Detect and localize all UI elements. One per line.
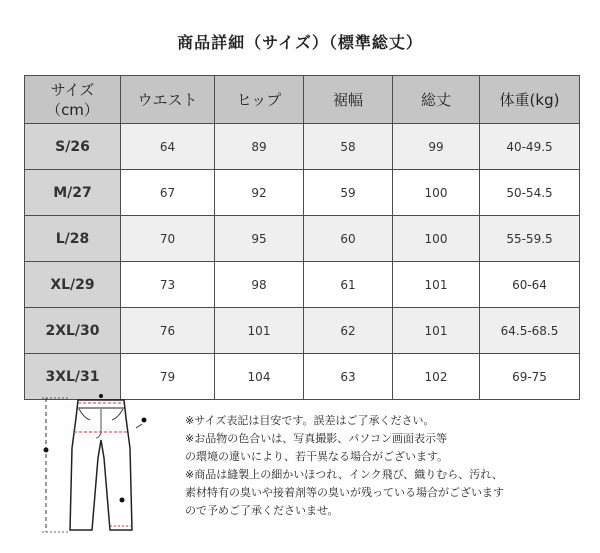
header-weight: 体重(kg) [480,76,580,124]
cell-total-length: 101 [393,308,480,354]
cell-waist: 79 [121,354,215,400]
cell-hip: 98 [215,262,304,308]
cell-weight: 40-49.5 [480,124,580,170]
cell-hip: 89 [215,124,304,170]
cell-weight: 69-75 [480,354,580,400]
size-table [24,75,580,400]
cell-hem-width: 62 [304,308,393,354]
cell-waist: 70 [121,216,215,262]
cell-hip: 92 [215,170,304,216]
table-row [25,124,580,170]
table-row [25,308,580,354]
cell-total-length: 100 [393,216,480,262]
header-size-unit: （cm） [46,100,99,119]
cell-weight: 55-59.5 [480,216,580,262]
cell-hem-width: 59 [304,170,393,216]
cell-hip: 104 [215,354,304,400]
cell-waist: 64 [121,124,215,170]
table-header-row [25,76,580,124]
cell-total-length: 100 [393,170,480,216]
header-hem-width: 裾幅 [304,76,393,124]
table-row [25,216,580,262]
cell-hip: 101 [215,308,304,354]
cell-waist: 76 [121,308,215,354]
cell-hem-width: 60 [304,216,393,262]
note-line: ※お品物の色合いは、写真撮影、パソコン画面表示等 [185,432,447,445]
cell-hem-width: 63 [304,354,393,400]
cell-hem-width: 61 [304,262,393,308]
header-total-length: 総丈 [393,76,480,124]
page-title: 商品詳細（サイズ）（標準総丈） [177,33,423,52]
cell-weight: 50-54.5 [480,170,580,216]
header-size [25,76,121,124]
cell-waist: 67 [121,170,215,216]
row-size-label: 2XL/30 [25,308,121,354]
header-size-label: サイズ [50,80,95,99]
note-line: ※サイズ表記は目安です。誤差はご了承ください。 [185,414,435,427]
row-size-label: M/27 [25,170,121,216]
cell-hip: 95 [215,216,304,262]
notes [185,412,585,520]
cell-total-length: 99 [393,124,480,170]
cell-weight: 64.5-68.5 [480,308,580,354]
cell-total-length: 102 [393,354,480,400]
header-waist: ウエスト [121,76,215,124]
row-size-label: 3XL/31 [25,354,121,400]
row-size-label: L/28 [25,216,121,262]
note-line: ので予めご了承くださいませ。 [185,504,339,517]
table-row [25,262,580,308]
cell-total-length: 101 [393,262,480,308]
cell-weight: 60-64 [480,262,580,308]
table-row [25,170,580,216]
cell-waist: 73 [121,262,215,308]
note-line: 素材特有の臭いや接着剤等の臭いが残っている場合がございます [185,486,504,499]
note-line: ※商品は縫製上の細かいほつれ、インク飛び、織りむら、汚れ、 [185,468,503,481]
header-hip: ヒップ [215,76,304,124]
row-size-label: S/26 [25,124,121,170]
pants-measurement-icon [38,388,162,538]
row-size-label: XL/29 [25,262,121,308]
note-line: の環境の違いにより、若干異なる場合がございます。 [185,450,449,463]
cell-hem-width: 58 [304,124,393,170]
